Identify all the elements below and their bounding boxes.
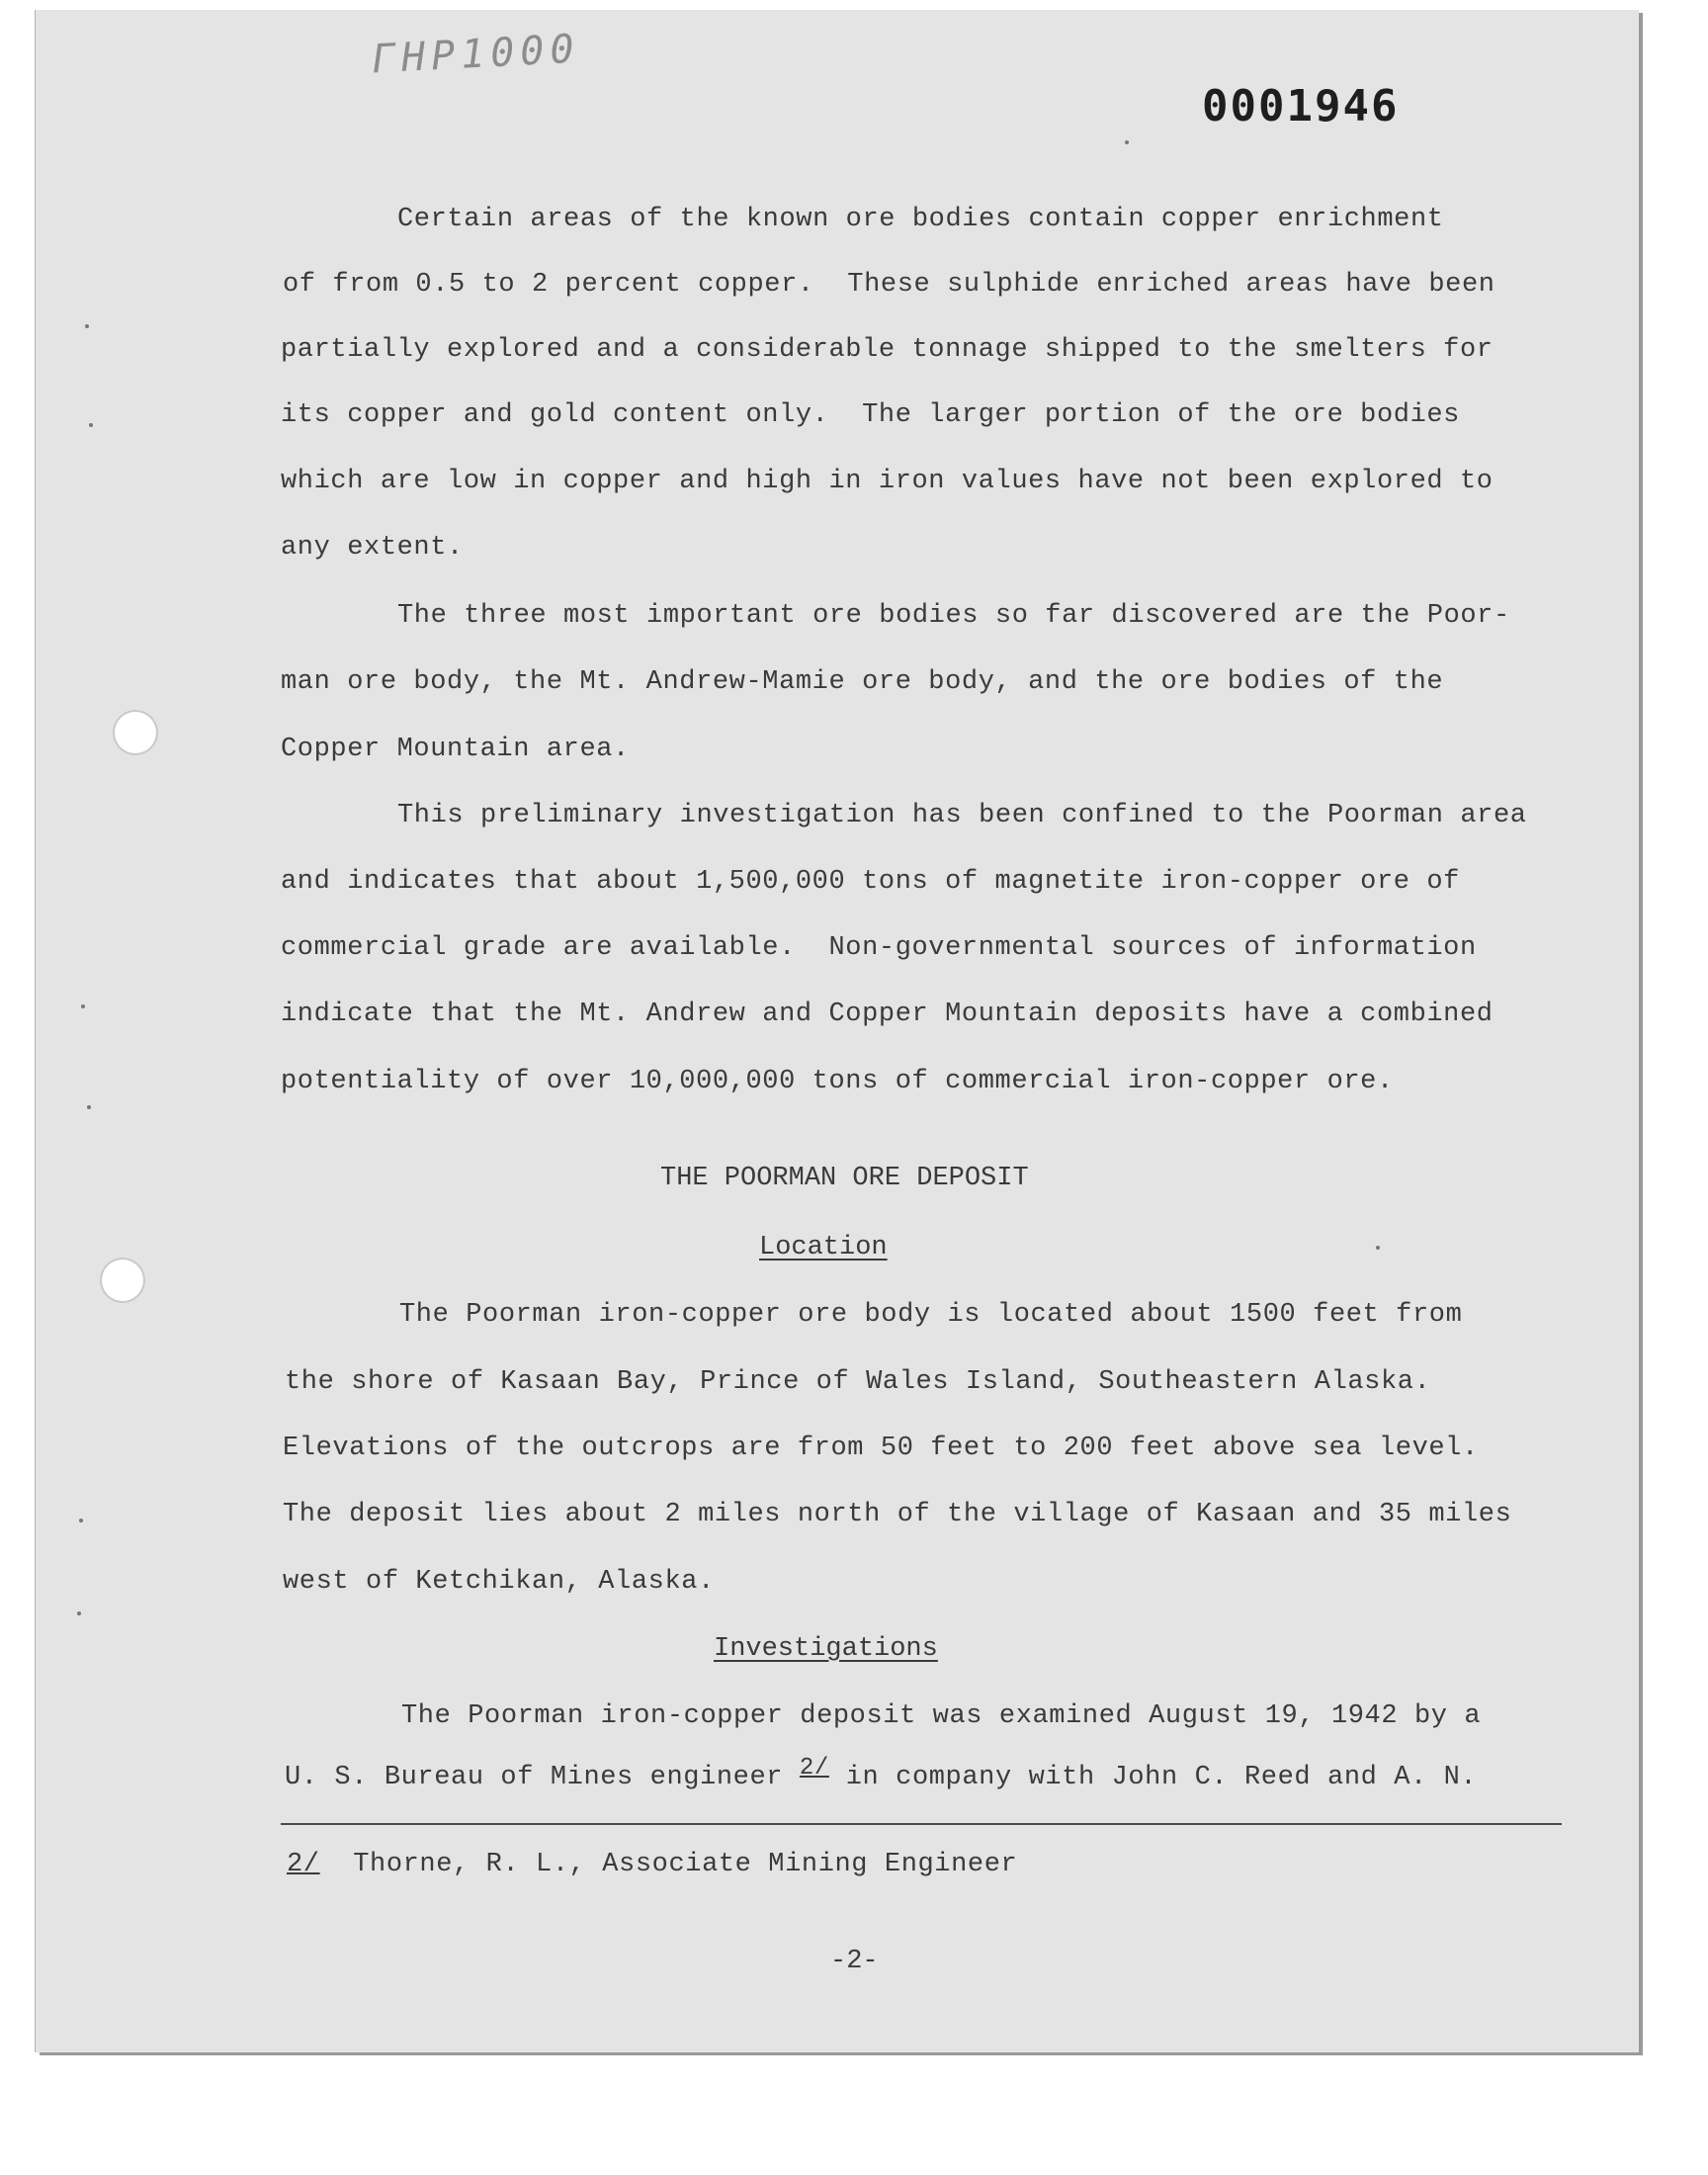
document-page bbox=[36, 10, 1639, 2052]
body-line: The Poorman iron-copper ore body is located about 1500 feet from bbox=[399, 1300, 1463, 1330]
section-heading: THE POORMAN ORE DEPOSIT bbox=[660, 1164, 1029, 1193]
body-line: its copper and gold content only. The larger portion of the ore bodies bbox=[281, 400, 1460, 430]
footnote-divider bbox=[281, 1823, 1562, 1825]
body-line: and indicates that about 1,500,000 tons of magnetite iron-copper ore of bbox=[281, 867, 1460, 897]
body-line: of from 0.5 to 2 percent copper. These sulphide enriched areas have been bbox=[283, 270, 1495, 300]
body-line-with-footnote bbox=[285, 1755, 1478, 1794]
speck bbox=[81, 1004, 85, 1008]
body-line: commercial grade are available. Non-governmental sources of information bbox=[281, 933, 1477, 963]
footnote bbox=[287, 1849, 1017, 1880]
body-line: Certain areas of the known ore bodies contain copper enrichment bbox=[397, 205, 1444, 234]
body-line: The three most important ore bodies so far discovered are the Poor- bbox=[397, 601, 1510, 631]
speck bbox=[1376, 1246, 1380, 1250]
body-line: any extent. bbox=[281, 533, 464, 563]
body-line: potentiality of over 10,000,000 tons of commercial iron-copper ore. bbox=[281, 1067, 1394, 1096]
body-line: which are low in copper and high in iron values have not been explored to bbox=[281, 467, 1494, 496]
body-line: the shore of Kasaan Bay, Prince of Wales Island, Southeastern Alaska. bbox=[285, 1367, 1431, 1397]
body-line: The deposit lies about 2 miles north of the village of Kasaan and 35 miles bbox=[283, 1500, 1512, 1529]
body-line: indicate that the Mt. Andrew and Copper Mountain deposits have a combined bbox=[281, 1000, 1494, 1029]
footnote-text: Thorne, R. L., Associate Mining Engineer bbox=[353, 1850, 1018, 1879]
page-number: -2- bbox=[830, 1947, 879, 1976]
speck bbox=[85, 324, 89, 328]
body-line: Copper Mountain area. bbox=[281, 735, 630, 764]
punch-hole-top bbox=[113, 710, 158, 755]
speck bbox=[79, 1519, 83, 1522]
speck bbox=[77, 1611, 81, 1615]
body-line: This preliminary investigation has been confined to the Poorman area bbox=[397, 801, 1527, 830]
document-number: 0001946 bbox=[1202, 81, 1400, 131]
body-text: U. S. Bureau of Mines engineer bbox=[285, 1763, 784, 1792]
body-line: partially explored and a considerable tonnage shipped to the smelters for bbox=[281, 335, 1494, 365]
speck bbox=[87, 1105, 91, 1109]
body-line: Elevations of the outcrops are from 50 feet to 200 feet above sea level. bbox=[283, 1434, 1479, 1463]
subheading-location: Location bbox=[759, 1233, 888, 1262]
handwritten-stamp: ГНР1000 bbox=[370, 26, 581, 83]
punch-hole-bottom bbox=[100, 1258, 145, 1303]
footnote-mark: 2/ bbox=[287, 1850, 320, 1879]
body-line: man ore body, the Mt. Andrew-Mamie ore body, and the ore bodies of the bbox=[281, 667, 1444, 697]
footnote-reference: 2/ bbox=[799, 1755, 829, 1782]
speck bbox=[1125, 140, 1129, 144]
body-line: west of Ketchikan, Alaska. bbox=[283, 1567, 715, 1597]
speck bbox=[89, 423, 93, 427]
body-text: in company with John C. Reed and A. N. bbox=[845, 1763, 1478, 1792]
subheading-investigations: Investigations bbox=[714, 1634, 938, 1664]
body-line: The Poorman iron-copper deposit was examined August 19, 1942 by a bbox=[401, 1701, 1482, 1731]
